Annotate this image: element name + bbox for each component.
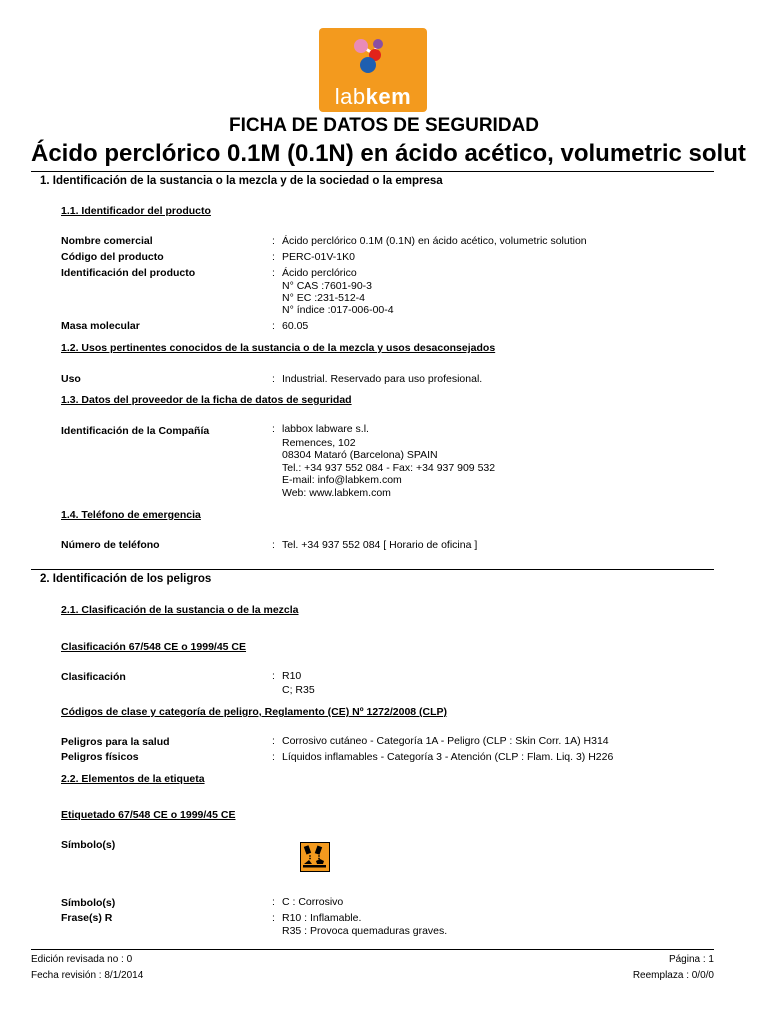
- subsection-2-1-title: 2.1. Clasificación de la sustancia o de la mezcla: [61, 604, 299, 616]
- clp-heading: Códigos de clase y categoría de peligro, Reglamento (CE) Nº 1272/2008 (CLP): [61, 706, 448, 718]
- classification-r35: C; R35: [282, 684, 315, 696]
- colon: :: [272, 251, 275, 263]
- page-number: Página : 1: [668, 954, 714, 965]
- r-phrase-r35: R35 : Provoca quemaduras graves.: [282, 925, 448, 937]
- phone-label: Número de teléfono: [61, 539, 160, 551]
- divider: [31, 569, 714, 570]
- company-web: Web: www.labkem.com: [282, 487, 391, 499]
- cas-number: N° CAS :7601-90-3: [282, 280, 372, 292]
- trade-name-value: Ácido perclórico 0.1M (0.1N) en ácido acético, volumetric solution: [282, 235, 587, 247]
- company-address: Remences, 102: [282, 437, 356, 449]
- health-hazards-label: Peligros para la salud: [61, 736, 170, 748]
- colon: :: [272, 320, 275, 332]
- colon: :: [272, 912, 275, 924]
- product-identification-label: Identificación del producto: [61, 267, 196, 279]
- classification-heading: Clasificación 67/548 CE o 1999/45 CE: [61, 641, 247, 653]
- phone-value: Tel. +34 937 552 084 [ Horario de oficina ]: [282, 539, 478, 551]
- replaces: Reemplaza : 0/0/0: [632, 970, 714, 981]
- symbols-label-2: Símbolo(s): [61, 897, 116, 909]
- use-value: Industrial. Reservado para uso profesional.: [282, 373, 483, 385]
- subsection-1-4-title: 1.4. Teléfono de emergencia: [61, 509, 201, 521]
- colon: :: [272, 235, 275, 247]
- revision-date: Fecha revisión : 8/1/2014: [31, 970, 144, 981]
- classification-label: Clasificación: [61, 671, 126, 683]
- symbols-label: Símbolo(s): [61, 839, 116, 851]
- document-type: FICHA DE DATOS DE SEGURIDAD: [228, 115, 539, 136]
- colon: :: [272, 751, 275, 763]
- labkem-logo: [319, 28, 427, 112]
- molecular-mass-label: Masa molecular: [61, 320, 140, 332]
- ec-number: N° EC :231-512-4: [282, 292, 365, 304]
- symbol-value: C : Corrosivo: [282, 896, 344, 908]
- classification-r10: R10: [282, 670, 302, 682]
- index-number: N° índice :017-006-00-4: [282, 304, 394, 316]
- product-identification-line: Ácido perclórico: [282, 267, 357, 279]
- molecular-mass-value: 60.05: [282, 320, 309, 332]
- r-phrases-label: Frase(s) R: [61, 912, 113, 924]
- product-code-value: PERC-01V-1K0: [282, 251, 355, 263]
- company-phone-fax: Tel.: +34 937 552 084 - Fax: +34 937 909 532: [282, 462, 496, 474]
- physical-hazards-label: Peligros físicos: [61, 751, 139, 763]
- trade-name-label: Nombre comercial: [61, 235, 153, 247]
- subsection-1-1-title: 1.1. Identificador del producto: [61, 205, 211, 217]
- colon: :: [272, 539, 275, 551]
- section-2-title: 2. Identificación de los peligros: [40, 573, 212, 585]
- r-phrase-r10: R10 : Inflamable.: [282, 912, 362, 924]
- subsection-1-3-title: 1.3. Datos del proveedor de la ficha de datos de seguridad: [61, 394, 352, 406]
- company-label: Identificación de la Compañía: [61, 425, 210, 437]
- subsection-2-2-title: 2.2. Elementos de la etiqueta: [61, 773, 205, 785]
- edition-number: Edición revisada no : 0: [31, 954, 133, 965]
- company-email: E-mail: info@labkem.com: [282, 474, 402, 486]
- colon: :: [272, 373, 275, 385]
- physical-hazards-value: Líquidos inflamables - Categoría 3 - Atención (CLP : Flam. Liq. 3) H226: [282, 751, 614, 763]
- company-name: labbox labware s.l.: [282, 423, 369, 435]
- colon: :: [272, 735, 275, 747]
- colon: :: [272, 896, 275, 908]
- colon: :: [272, 267, 275, 279]
- divider: [31, 171, 714, 172]
- subsection-1-2-title: 1.2. Usos pertinentes conocidos de la sustancia o de la mezcla y usos desaconsejados: [61, 342, 496, 354]
- use-label: Uso: [61, 373, 81, 385]
- corrosive-hazard-icon: [300, 842, 330, 872]
- logo-wordmark: labkem: [334, 84, 412, 109]
- section-1-title: 1. Identificación de la sustancia o la mezcla y de la sociedad o la empresa: [40, 175, 443, 187]
- labelling-heading: Etiquetado 67/548 CE o 1999/45 CE: [61, 809, 236, 821]
- product-code-label: Código del producto: [61, 251, 164, 263]
- product-title: Ácido perclórico 0.1M (0.1N) en ácido acético, volumetric solut: [31, 140, 746, 167]
- colon: :: [272, 423, 275, 435]
- colon: :: [272, 670, 275, 682]
- company-city: 08304 Mataró (Barcelona) SPAIN: [282, 449, 438, 461]
- footer-divider: [31, 949, 714, 950]
- health-hazards-value: Corrosivo cutáneo - Categoría 1A - Peligro (CLP : Skin Corr. 1A) H314: [282, 735, 609, 747]
